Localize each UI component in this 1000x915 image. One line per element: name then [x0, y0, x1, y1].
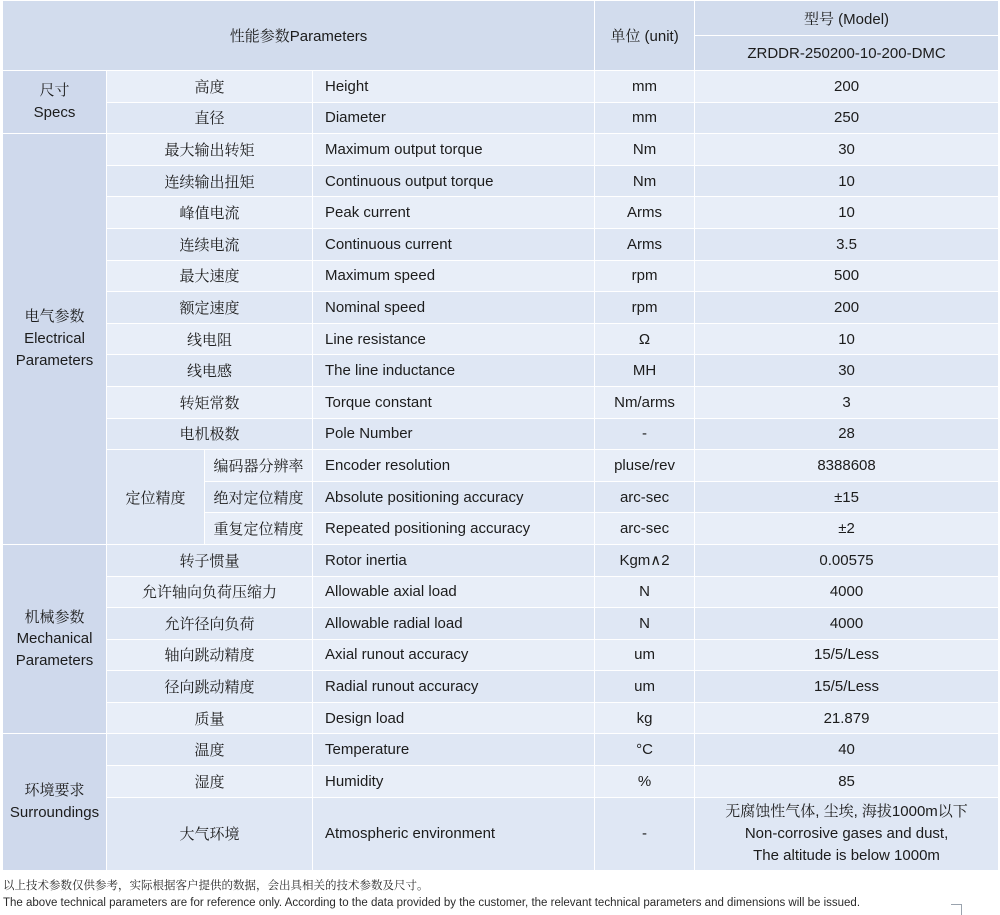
row-label-cn: 电机极数: [107, 418, 313, 450]
table-row: [3, 165, 999, 197]
row-label-en: Torque constant: [313, 386, 595, 418]
row-unit: -: [595, 797, 695, 870]
row-label-en: Repeated positioning accuracy: [313, 513, 595, 545]
row-label-en: Rotor inertia: [313, 544, 595, 576]
row-label-cn: 连续电流: [107, 228, 313, 260]
table-header-row: [3, 1, 999, 36]
row-label-en: Axial runout accuracy: [313, 639, 595, 671]
table-row: [3, 766, 999, 798]
row-unit: Kgm∧2: [595, 544, 695, 576]
header-model-value: ZRDDR-250200-10-200-DMC: [695, 36, 999, 71]
row-label-cn: 线电阻: [107, 323, 313, 355]
group-electrical-cn: 电气参数: [24, 308, 85, 326]
row-label-cn: 温度: [107, 734, 313, 766]
row-value: 10: [695, 323, 999, 355]
row-label-en: Atmospheric environment: [313, 797, 595, 870]
table-row: [3, 197, 999, 229]
row-unit: %: [595, 766, 695, 798]
table-row: [3, 544, 999, 576]
table-row: [3, 102, 999, 134]
row-value: ±15: [695, 481, 999, 513]
row-unit: Nm/arms: [595, 386, 695, 418]
row-label-cn: 湿度: [107, 766, 313, 798]
row-label-cn: 轴向跳动精度: [107, 639, 313, 671]
group-specs-cn: 尺寸: [39, 82, 70, 100]
row-label-en: Humidity: [313, 766, 595, 798]
row-unit: rpm: [595, 292, 695, 324]
row-unit: Arms: [595, 197, 695, 229]
row-label-en: Peak current: [313, 197, 595, 229]
footnote-cn: 以上技术参数仅供参考，实际根据客户提供的数据，会出具相关的技术参数及尺寸。: [3, 879, 429, 892]
row-label-en: Allowable radial load: [313, 608, 595, 640]
row-unit: rpm: [595, 260, 695, 292]
row-unit: mm: [595, 102, 695, 134]
row-label-cn: 径向跳动精度: [107, 671, 313, 703]
group-electrical: [3, 134, 107, 545]
group-mechanical-cn: 机械参数: [24, 608, 85, 626]
row-unit: pluse/rev: [595, 450, 695, 482]
row-label-cn: 允许轴向负荷压缩力: [107, 576, 313, 608]
row-label-en: Radial runout accuracy: [313, 671, 595, 703]
row-unit: kg: [595, 702, 695, 734]
row-label-en: Design load: [313, 702, 595, 734]
table-row: [3, 323, 999, 355]
row-unit: arc-sec: [595, 513, 695, 545]
row-value: 3: [695, 386, 999, 418]
group-environment-cn: 环境要求: [24, 782, 85, 800]
row-value: 28: [695, 418, 999, 450]
row-value: 4000: [695, 608, 999, 640]
row-label-cn: 重复定位精度: [205, 513, 313, 545]
row-label-en: Maximum output torque: [313, 134, 595, 166]
row-unit: Nm: [595, 134, 695, 166]
row-label-cn: 峰值电流: [107, 197, 313, 229]
atmosphere-line-1: 无腐蚀性气体, 尘埃, 海拔1000m以下: [725, 803, 968, 821]
row-label-cn: 线电感: [107, 355, 313, 387]
row-label-cn: 转矩常数: [107, 386, 313, 418]
group-mechanical: [3, 544, 107, 734]
group-mechanical-en-2: Parameters: [15, 652, 94, 670]
row-value: 4000: [695, 576, 999, 608]
table-row: [3, 418, 999, 450]
footnote-en: The above technical parameters are for reference only. According to the data provided by the customer, the relevant technical parameters and dimensions will be issued.: [3, 897, 861, 910]
row-label-en: Temperature: [313, 734, 595, 766]
table-row: [3, 797, 999, 870]
footnote-block: [3, 878, 1000, 914]
row-label-en: Continuous output torque: [313, 165, 595, 197]
row-label-cn: 额定速度: [107, 292, 313, 324]
row-label-cn: 高度: [107, 71, 313, 103]
row-unit: °C: [595, 734, 695, 766]
row-label-cn: 编码器分辨率: [205, 450, 313, 482]
row-unit: N: [595, 576, 695, 608]
row-value: 21.879: [695, 702, 999, 734]
row-unit: mm: [595, 71, 695, 103]
row-value: 15/5/Less: [695, 671, 999, 703]
row-label-cn: 允许径向负荷: [107, 608, 313, 640]
row-unit: -: [595, 418, 695, 450]
row-unit: arc-sec: [595, 481, 695, 513]
row-value: 10: [695, 165, 999, 197]
row-value-atmosphere: [695, 797, 999, 870]
row-unit: Nm: [595, 165, 695, 197]
table-row: [3, 134, 999, 166]
header-parameters: 性能参数Parameters: [3, 1, 595, 71]
row-unit: Ω: [595, 323, 695, 355]
row-label-cn: 最大输出转矩: [107, 134, 313, 166]
row-value: 30: [695, 355, 999, 387]
table-row: [3, 228, 999, 260]
atmosphere-line-3: The altitude is below 1000m: [753, 846, 940, 864]
row-unit: N: [595, 608, 695, 640]
row-value: 200: [695, 71, 999, 103]
table-row: [3, 386, 999, 418]
table-row: [3, 734, 999, 766]
row-label-en: Encoder resolution: [313, 450, 595, 482]
table-row: [3, 576, 999, 608]
group-specs: [3, 71, 107, 134]
row-value: 8388608: [695, 450, 999, 482]
row-value: 15/5/Less: [695, 639, 999, 671]
row-unit: um: [595, 639, 695, 671]
row-label-en: Line resistance: [313, 323, 595, 355]
row-label-en: Nominal speed: [313, 292, 595, 324]
row-label-cn: 连续输出扭矩: [107, 165, 313, 197]
table-row: [3, 355, 999, 387]
subgroup-positioning-accuracy: 定位精度: [107, 450, 205, 545]
row-value: 40: [695, 734, 999, 766]
row-label-en: Pole Number: [313, 418, 595, 450]
row-label-cn: 直径: [107, 102, 313, 134]
row-label-cn: 最大速度: [107, 260, 313, 292]
row-value: 250: [695, 102, 999, 134]
row-unit: Arms: [595, 228, 695, 260]
table-row: [3, 702, 999, 734]
row-unit: MH: [595, 355, 695, 387]
row-label-en: Maximum speed: [313, 260, 595, 292]
header-model-label: 型号 (Model): [695, 1, 999, 36]
row-label-en: Diameter: [313, 102, 595, 134]
row-label-en: Height: [313, 71, 595, 103]
table-row: [3, 608, 999, 640]
table-row: [3, 450, 999, 482]
row-label-cn: 大气环境: [107, 797, 313, 870]
table-row: [3, 639, 999, 671]
row-label-en: Continuous current: [313, 228, 595, 260]
row-value: 200: [695, 292, 999, 324]
row-unit: um: [595, 671, 695, 703]
row-value: 0.00575: [695, 544, 999, 576]
row-value: 10: [695, 197, 999, 229]
specifications-table: [2, 0, 999, 871]
row-label-en: Allowable axial load: [313, 576, 595, 608]
table-row: [3, 71, 999, 103]
row-value: 30: [695, 134, 999, 166]
group-electrical-en-2: Parameters: [15, 351, 94, 369]
corner-mark-icon: [951, 904, 962, 915]
group-environment-en: Surroundings: [9, 804, 100, 822]
row-value: 3.5: [695, 228, 999, 260]
row-label-en: The line inductance: [313, 355, 595, 387]
table-row: [3, 671, 999, 703]
row-value: 500: [695, 260, 999, 292]
group-environment: [3, 734, 107, 870]
table-row: [3, 292, 999, 324]
row-label-cn: 质量: [107, 702, 313, 734]
header-unit: 单位 (unit): [595, 1, 695, 71]
atmosphere-line-2: Non-corrosive gases and dust,: [744, 824, 949, 842]
group-specs-en: Specs: [33, 104, 76, 122]
row-value: 85: [695, 766, 999, 798]
row-label-cn: 转子惯量: [107, 544, 313, 576]
row-label-en: Absolute positioning accuracy: [313, 481, 595, 513]
row-label-cn: 绝对定位精度: [205, 481, 313, 513]
group-electrical-en-1: Electrical: [24, 330, 85, 348]
table-row: [3, 260, 999, 292]
row-value: ±2: [695, 513, 999, 545]
group-mechanical-en-1: Mechanical: [16, 630, 93, 648]
